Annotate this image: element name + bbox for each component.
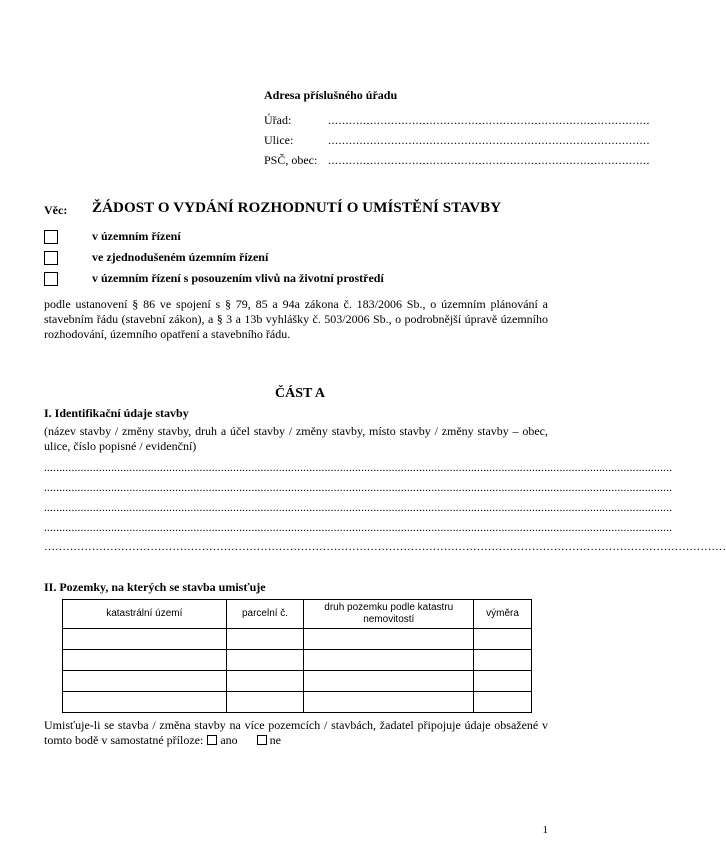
section-1-heading: I. Identifikační údaje stavby bbox=[44, 406, 189, 420]
column-header-parcel-number: parcelní č. bbox=[226, 600, 304, 629]
building-identification-line-3[interactable]: .............................................................................................................................................................................................................. bbox=[44, 502, 673, 514]
cadastral-area-cell[interactable] bbox=[63, 629, 227, 650]
part-a-heading: ČÁST A bbox=[275, 386, 325, 401]
table-row bbox=[63, 650, 532, 671]
postcode-city-label: PSČ, obec: bbox=[264, 153, 318, 167]
checkbox-no[interactable] bbox=[257, 735, 267, 745]
option-territorial-procedure bbox=[44, 229, 181, 244]
option-label: v územním řízení bbox=[92, 229, 181, 243]
area-cell[interactable] bbox=[474, 629, 532, 650]
multiple-parcels-note-text: Umisťuje-li se stavba / změna stavby na více pozemcích / stavbách, žadatel připojuje údaje obsažené v tomto bodě v samostatné příloze: bbox=[44, 718, 548, 747]
table-row bbox=[63, 629, 532, 650]
option-label: v územním řízení s posouzením vlivů na životní prostředí bbox=[92, 271, 384, 285]
table-header-row bbox=[63, 600, 532, 629]
table-row bbox=[63, 671, 532, 692]
land-type-cell[interactable] bbox=[304, 629, 474, 650]
checkbox-yes[interactable] bbox=[207, 735, 217, 745]
checkbox-eia-procedure[interactable] bbox=[44, 272, 58, 286]
office-address-title: Adresa příslušného úřadu bbox=[264, 88, 398, 102]
section-1-hint: (název stavby / změny stavby, druh a účel stavby / změny stavby, místo stavby / změny stavby – obec, ulice, číslo popisné / evidenční) bbox=[44, 424, 548, 453]
area-cell[interactable] bbox=[474, 671, 532, 692]
area-cell[interactable] bbox=[474, 650, 532, 671]
building-identification-line-5[interactable]: …………………………………………………………………………………………………………………………………………………………………… bbox=[44, 541, 726, 553]
cadastral-area-cell[interactable] bbox=[63, 671, 227, 692]
building-identification-line-4[interactable]: .............................................................................................................................................................................................................. bbox=[44, 522, 673, 534]
option-eia-procedure bbox=[44, 271, 384, 286]
multiple-parcels-note bbox=[44, 718, 548, 748]
yes-label: ano bbox=[220, 733, 238, 747]
street-field-row bbox=[264, 133, 650, 148]
postcode-city-fill-line[interactable]: ............................................................................................ bbox=[328, 153, 650, 167]
street-fill-line[interactable]: ............................................................................................ bbox=[328, 133, 650, 147]
table-row bbox=[63, 692, 532, 713]
office-fill-line[interactable]: ............................................................................................ bbox=[328, 113, 650, 127]
option-simplified-procedure bbox=[44, 250, 269, 265]
legal-basis-text: podle ustanovení § 86 ve spojení s § 79, 85 a 94a zákona č. 183/2006 Sb., o územním plánování a stavebním řádu (stavební zákon), a § 3 a 13b vyhlášky č. 503/2006 Sb., o podrobnější úpravě územního rozhodování, územního opatření a stavebního řádu. bbox=[44, 297, 548, 341]
option-label: ve zjednodušeném územním řízení bbox=[92, 250, 269, 264]
land-type-cell[interactable] bbox=[304, 650, 474, 671]
office-label: Úřad: bbox=[264, 113, 292, 127]
checkbox-simplified-procedure[interactable] bbox=[44, 251, 58, 265]
cadastral-area-cell[interactable] bbox=[63, 692, 227, 713]
parcel-number-cell[interactable] bbox=[226, 692, 304, 713]
checkbox-territorial-procedure[interactable] bbox=[44, 230, 58, 244]
column-header-land-type: druh pozemku podle katastru nemovitostí bbox=[304, 600, 474, 629]
parcel-number-cell[interactable] bbox=[226, 671, 304, 692]
parcel-number-cell[interactable] bbox=[226, 629, 304, 650]
parcels-table bbox=[62, 599, 532, 713]
column-header-area: výměra bbox=[474, 600, 532, 629]
page-number: 1 bbox=[542, 824, 548, 836]
column-header-cadastral-area: katastrální území bbox=[63, 600, 227, 629]
land-type-cell[interactable] bbox=[304, 671, 474, 692]
cadastral-area-cell[interactable] bbox=[63, 650, 227, 671]
postcode-city-field-row bbox=[264, 153, 650, 168]
building-identification-line-1[interactable]: .............................................................................................................................................................................................................. bbox=[44, 462, 673, 474]
street-label: Ulice: bbox=[264, 133, 294, 147]
section-2-heading: II. Pozemky, na kterých se stavba umisťuje bbox=[44, 580, 266, 594]
area-cell[interactable] bbox=[474, 692, 532, 713]
document-title: ŽÁDOST O VYDÁNÍ ROZHODNUTÍ O UMÍSTĚNÍ STAVBY bbox=[92, 200, 502, 216]
parcel-number-cell[interactable] bbox=[226, 650, 304, 671]
no-label: ne bbox=[269, 733, 281, 747]
land-type-cell[interactable] bbox=[304, 692, 474, 713]
office-field-row bbox=[264, 113, 650, 128]
building-identification-line-2[interactable]: .............................................................................................................................................................................................................. bbox=[44, 482, 673, 494]
subject-label: Věc: bbox=[44, 203, 68, 217]
